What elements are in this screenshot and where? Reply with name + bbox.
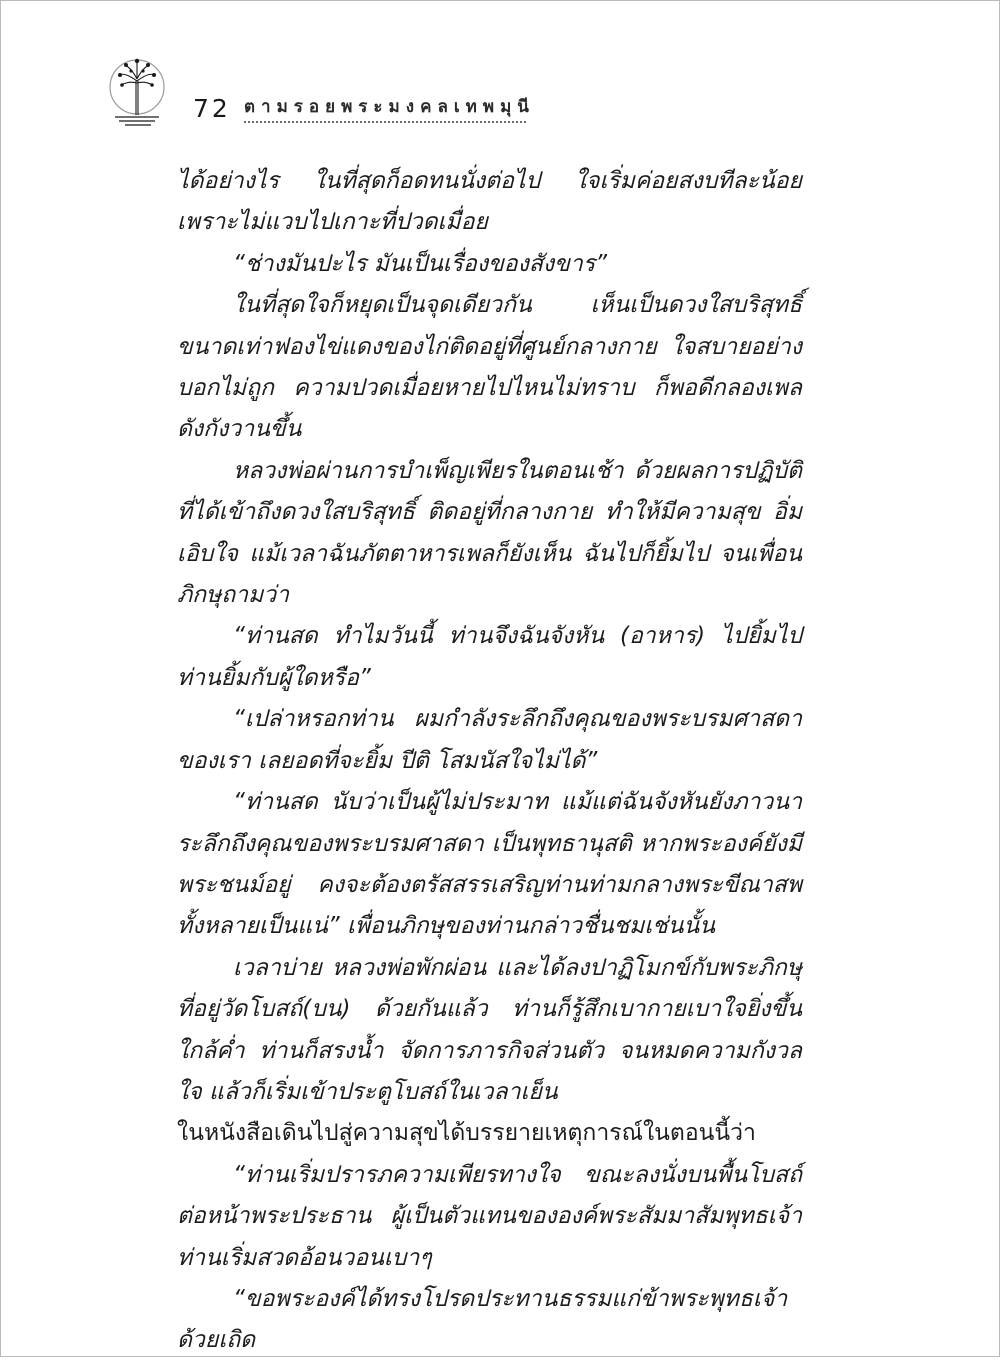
paragraph: “ท่านเริ่มปรารภความเพียรทางใจ ขณะลงนั่งบนพื้นโบสถ์ต่อหน้าพระประธาน ผู้เป็นตัวแทนขององค์พระสัมมาสัมพุทธเจ้า ท่านเริ่มสวดอ้อนวอนเบาๆ xyxy=(177,1161,802,1271)
dotted-rule xyxy=(244,121,526,123)
tree-emblem-icon xyxy=(105,51,169,135)
paragraph: “ท่านสด นับว่าเป็นผู้ไม่ประมาท แม้แต่ฉันจังหันยังภาวนาระลึกถึงคุณของพระบรมศาสดา เป็นพุทธานุสติ หากพระองค์ยังมีพระชนม์อยู่ คงจะต้องตรัสสรรเสริญท่านท่ามกลางพระขีณาสพทั้งหลายเป็นแน่” เพื่อนภิกษุของท่านกล่าวชื่นชมเช่นนั้น xyxy=(177,789,802,940)
body-text xyxy=(177,161,802,1362)
paragraph: ได้อย่างไร ในที่สุดก็อดทนนั่งต่อไป ใจเริ่มค่อยสงบทีละน้อย เพราะไม่แวบไปเกาะที่ปวดเมื่อย xyxy=(177,168,802,236)
running-title: ตามรอยพระมงคลเทพมุนี xyxy=(244,97,535,117)
paragraph: เวลาบ่าย หลวงพ่อพักผ่อน และได้ลงปาฏิโมกข์กับพระภิกษุที่อยู่วัดโบสถ์(บน) ด้วยกันแล้ว ท่านก็รู้สึกเบากายเบาใจยิ่งขึ้น ใกล้ค่ำ ท่านก็สรงน้ำ จัดการภารกิจส่วนตัว จนหมดความกังวลใจ แล้วก็เริ่มเข้าประตูโบสถ์ในเวลาเย็น xyxy=(177,954,802,1105)
paragraph: “ขอพระองค์ได้ทรงโปรดประทานธรรมแก่ข้าพระพุทธเจ้าด้วยเถิด xyxy=(177,1285,788,1354)
paragraph: “เปล่าหรอกท่าน ผมกำลังระลึกถึงคุณของพระบรมศาสดาของเรา เลยอดที่จะยิ้ม ปีติ โสมนัสใจไม่ได้” xyxy=(177,706,802,774)
paragraph: “ท่านสด ทำไมวันนี้ ท่านจึงฉันจังหัน (อาหาร) ไปยิ้มไป ท่านยิ้มกับผู้ใดหรือ” xyxy=(177,623,802,691)
paragraph: หลวงพ่อผ่านการบำเพ็ญเพียรในตอนเช้า ด้วยผลการปฏิบัติที่ได้เข้าถึงดวงใสบริสุทธิ์ ติดอยู่ที่กลางกาย ทำให้มีความสุข อิ่มเอิบใจ แม้เวลาฉันภัตตาหารเพลก็ยังเห็น ฉันไปก็ยิ้มไป จนเพื่อนภิกษุถามว่า xyxy=(177,457,802,609)
paragraph: “ช่างมันปะไร มันเป็นเรื่องของสังขาร” xyxy=(233,250,608,277)
page-number: 72 xyxy=(193,94,231,123)
paragraph: ในหนังสือเดินไปสู่ความสุขได้บรรยายเหตุการณ์ในตอนนี้ว่า xyxy=(177,1120,756,1147)
paragraph: ในที่สุดใจก็หยุดเป็นจุดเดียวกัน เห็นเป็นดวงใสบริสุทธิ์ ขนาดเท่าฟองไข่แดงของไก่ติดอยู่ที่ศูนย์กลางกาย ใจสบายอย่างบอกไม่ถูก ความปวดเมื่อยหายไปไหนไม่ทราบ ก็พอดีกลองเพลดังกังวานขึ้น xyxy=(177,292,802,443)
